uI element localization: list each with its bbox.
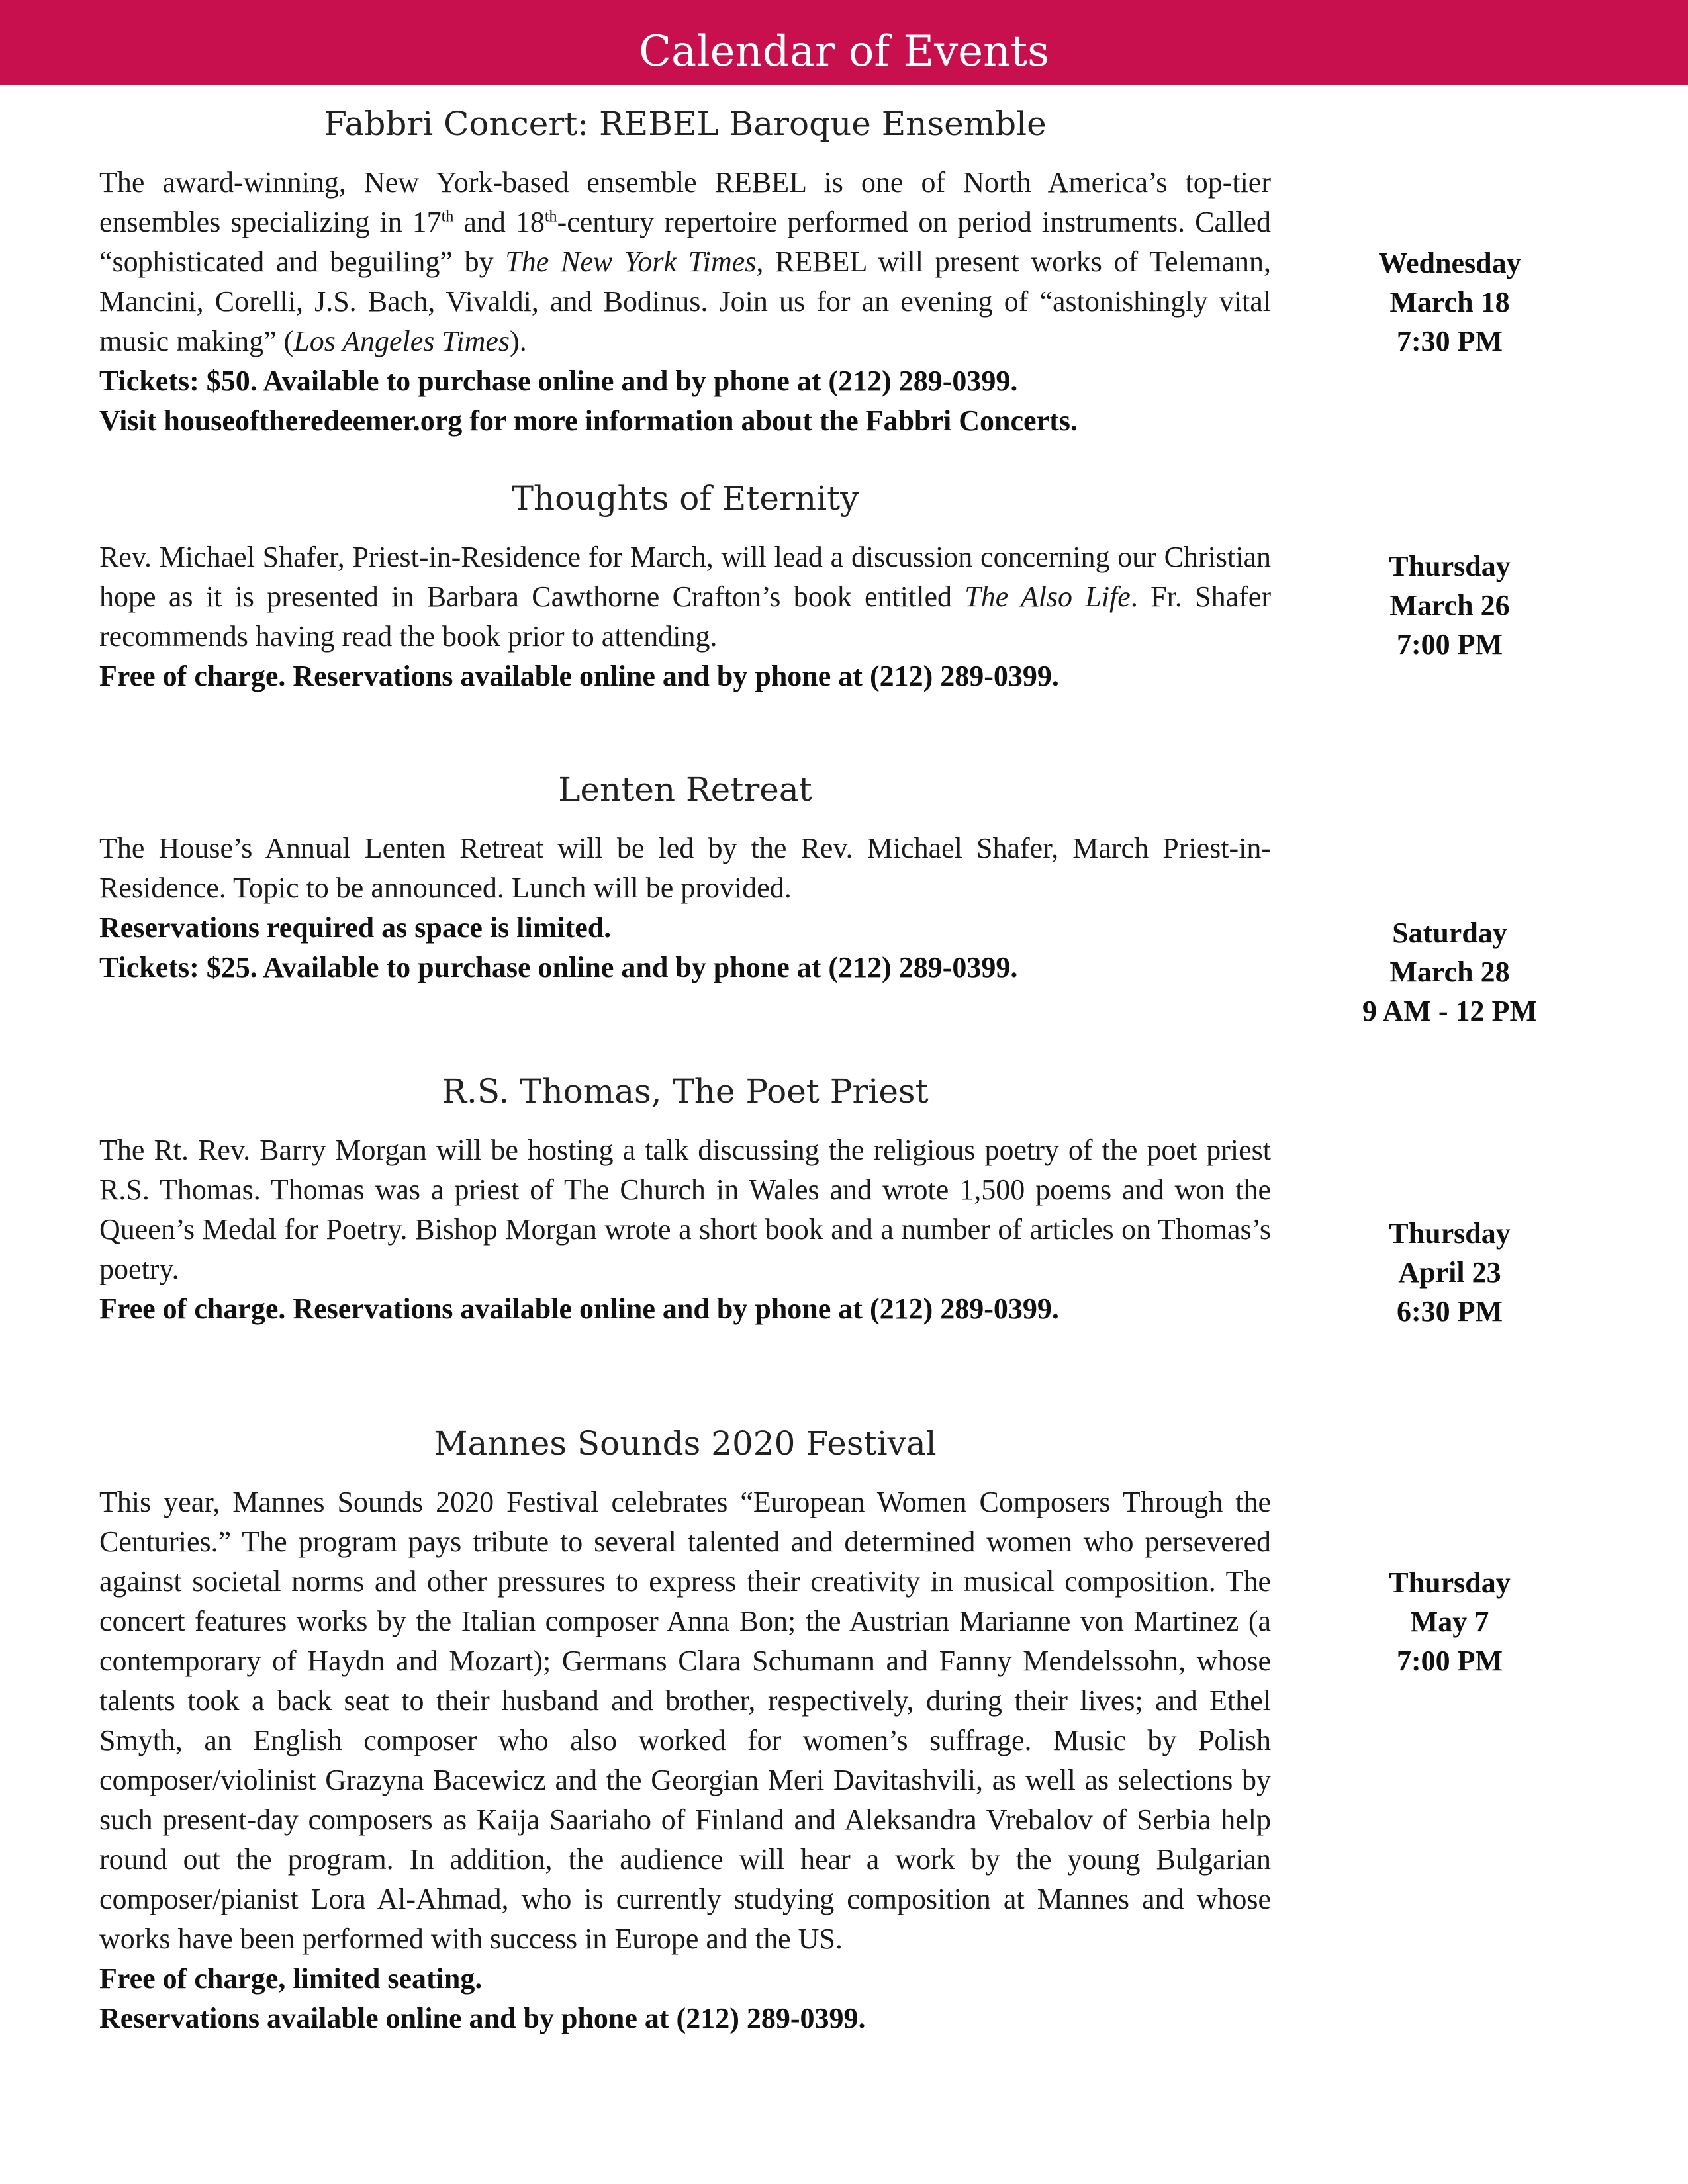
event-time: 7:00 PM xyxy=(1396,628,1503,660)
event-thoughts-of-eternity xyxy=(99,478,1271,696)
event-mannes-sounds xyxy=(99,1423,1271,2038)
event-title: Mannes Sounds 2020 Festival xyxy=(434,1424,937,1463)
page-title: Calendar of Events xyxy=(639,27,1049,76)
event-tickets-info: Tickets: $50. Available to purchase online and by phone at (212) 289-0399. xyxy=(99,365,1018,397)
event-time: 7:30 PM xyxy=(1396,325,1503,357)
event-time: 6:30 PM xyxy=(1396,1295,1503,1328)
event-description: The award-winning, New York-based ensemble REBEL is one of North America’s top-tier ensembles specializing in 17th and 18th-century repertoire performed on period instruments. Called “sophisticated and beguiling” by The New York Times, REBEL will present works of Telemann, Mancini, Corelli, J.S. Bach, Vivaldi, and Bodinus. Join us for an evening of “astonishingly vital music making” (Los Angeles Times). xyxy=(99,166,1271,357)
event-date: April 23 xyxy=(1398,1256,1501,1289)
event-date: May 7 xyxy=(1410,1606,1489,1638)
event-title: R.S. Thomas, The Poet Priest xyxy=(442,1072,929,1111)
event-day: Saturday xyxy=(1392,917,1507,949)
event-description: This year, Mannes Sounds 2020 Festival celebrates “European Women Composers Through the Centuries.” The program pays tribute to several talented and determined women who persevered against societal norms and other pressures to express their creativity in musical composition. The concert features works by the Italian composer Anna Bon; the Austrian Marianne von Martinez (a contemporary of Haydn and Mozart); Germans Clara Schumann and Fanny Mendelssohn, whose talents took a back seat to their husband and brother, respectively, during their lives; and Ethel Smyth, an English composer who also worked for women’s suffrage. Music by Polish composer/violinist Grazyna Bacewicz and the Georgian Meri Davitashvili, as well as selections by such present-day composers as Kaija Saariaho of Finland and Aleksandra Vrebalov of Serbia help round out the program. In addition, the audience will hear a work by the young Bulgarian composer/pianist Lora Al-Ahmad, who is currently studying composition at Mannes and whose works have been performed with success in Europe and the US. xyxy=(99,1486,1271,1955)
event-seating-note: Free of charge, limited seating. xyxy=(99,1962,483,1995)
event-day: Thursday xyxy=(1389,1217,1511,1250)
event-fabbri-concert xyxy=(99,103,1271,441)
event-date-block xyxy=(1324,1563,1575,1680)
event-day: Thursday xyxy=(1389,550,1511,582)
event-time: 7:00 PM xyxy=(1396,1645,1503,1677)
event-rs-thomas xyxy=(99,1071,1271,1329)
header-banner xyxy=(0,0,1688,85)
event-reservation-info: Free of charge. Reservations available online and by phone at (212) 289-0399. xyxy=(99,660,1059,692)
event-description: Rev. Michael Shafer, Priest-in-Residence for March, will lead a discussion concerning our Christian hope as it is presented in Barbara Cawthorne Crafton’s book entitled The Also Life. Fr. Shafer recommends having read the book prior to attending. xyxy=(99,541,1271,653)
event-date-block xyxy=(1324,913,1575,1030)
event-date: March 26 xyxy=(1389,589,1510,621)
event-reservation-info: Free of charge. Reservations available online and by phone at (212) 289-0399. xyxy=(99,1293,1059,1325)
event-reservation-note: Reservations required as space is limited. xyxy=(99,911,612,944)
event-title: Fabbri Concert: REBEL Baroque Ensemble xyxy=(324,105,1047,143)
event-description: The House’s Annual Lenten Retreat will be led by the Rev. Michael Shafer, March Priest-in-Residence. Topic to be announced. Lunch will be provided. xyxy=(99,832,1271,904)
event-date-block xyxy=(1324,244,1575,361)
event-day: Wednesday xyxy=(1378,247,1521,279)
event-date-block xyxy=(1324,1214,1575,1331)
event-date: March 18 xyxy=(1389,286,1510,318)
event-title: Thoughts of Eternity xyxy=(511,479,859,518)
event-description: The Rt. Rev. Barry Morgan will be hosting a talk discussing the religious poetry of the poet priest R.S. Thomas. Thomas was a priest of The Church in Wales and wrote 1,500 poems and won the Queen’s Medal for Poetry. Bishop Morgan wrote a short book and a number of articles on Thomas’s poetry. xyxy=(99,1134,1271,1285)
event-title: Lenten Retreat xyxy=(558,770,812,809)
event-date-block xyxy=(1324,547,1575,664)
event-date: March 28 xyxy=(1389,956,1510,988)
event-time: 9 AM - 12 PM xyxy=(1362,995,1537,1027)
event-tickets-info: Tickets: $25. Available to purchase online and by phone at (212) 289-0399. xyxy=(99,951,1018,983)
event-reservation-info: Reservations available online and by phone at (212) 289-0399. xyxy=(99,2002,866,2034)
event-website-info: Visit houseoftheredeemer.org for more information about the Fabbri Concerts. xyxy=(99,404,1078,437)
event-day: Thursday xyxy=(1389,1567,1511,1599)
event-lenten-retreat xyxy=(99,769,1271,987)
